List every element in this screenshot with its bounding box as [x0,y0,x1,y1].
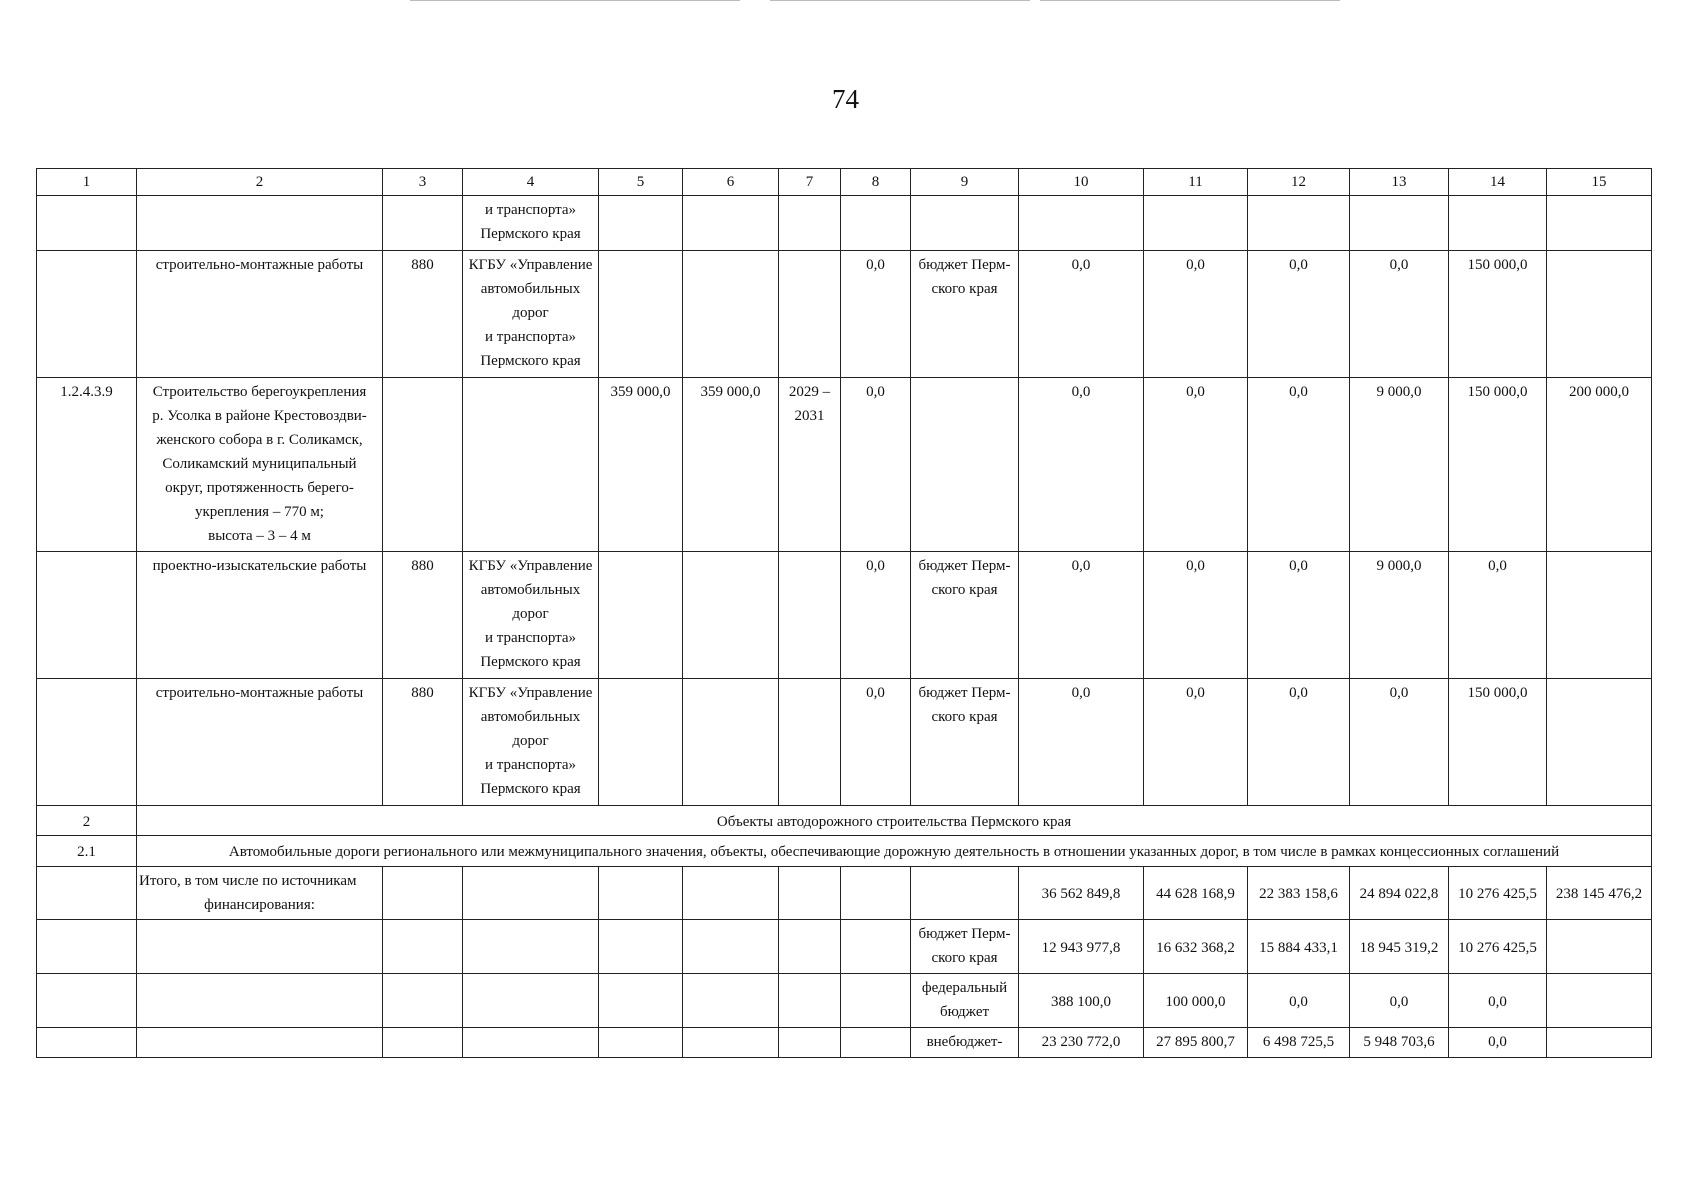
col-header: 7 [779,169,841,196]
column-number-row [37,169,1652,196]
value-cell: 359 000,0 [683,378,779,552]
value-cell: 0,0 [1144,552,1248,679]
financing-table [36,168,1652,1058]
value-cell: 0,0 [1248,251,1350,378]
table-row [37,552,1652,679]
work-type-cell: проектно-изыскательские работы [137,552,383,679]
value-cell: 22 383 158,6 [1248,867,1350,920]
value-cell: 0,0 [841,552,911,679]
value-cell: 0,0 [1144,378,1248,552]
value-cell: 200 000,0 [1547,378,1652,552]
value-cell: 0,0 [1019,679,1144,806]
value-cell: 0,0 [1449,974,1547,1028]
value-cell: 0,0 [1449,552,1547,679]
subsection-title: Автомобильные дороги регионального или межмуниципального значения, объекты, обеспечивающие дорожную деятельность в отношении указанных дорог, в том числе в рамках концессионных соглашений [137,836,1652,867]
scan-edge-mark [770,0,1030,1]
table-row [37,974,1652,1028]
col-header: 1 [37,169,137,196]
value-cell: 6 498 725,5 [1248,1028,1350,1058]
value-cell: 238 145 476,2 [1547,867,1652,920]
value-cell: 0,0 [1350,251,1449,378]
value-cell: 0,0 [1019,251,1144,378]
value-cell: 150 000,0 [1449,378,1547,552]
value-cell: 0,0 [1144,251,1248,378]
value-cell: 0,0 [1449,1028,1547,1058]
col-header: 15 [1547,169,1652,196]
value-cell: 9 000,0 [1350,378,1449,552]
value-cell: 0,0 [1248,378,1350,552]
code-cell: 880 [383,251,463,378]
value-cell: 24 894 022,8 [1350,867,1449,920]
col-header: 13 [1350,169,1449,196]
table-row [37,196,1652,251]
value-cell: 12 943 977,8 [1019,920,1144,974]
value-cell: 150 000,0 [1449,679,1547,806]
source-cell: бюджет Перм- ского края [911,552,1019,679]
value-cell: 0,0 [1248,679,1350,806]
customer-cell: КГБУ «Управление автомобильных дорог и транспорта» Пермского края [463,552,599,679]
customer-cell: и транспорта» Пермского края [463,196,599,251]
source-cell: внебюджет- [911,1028,1019,1058]
value-cell: 0,0 [1019,552,1144,679]
source-cell: бюджет Перм- ского края [911,679,1019,806]
section-number-cell: 2 [37,806,137,836]
customer-cell: КГБУ «Управление автомобильных дорог и транспорта» Пермского края [463,679,599,806]
source-cell: бюджет Перм- ского края [911,251,1019,378]
total-row [37,867,1652,920]
col-header: 8 [841,169,911,196]
table-row [37,251,1652,378]
source-cell: федеральный бюджет [911,974,1019,1028]
value-cell: 0,0 [1350,679,1449,806]
value-cell: 15 884 433,1 [1248,920,1350,974]
value-cell: 150 000,0 [1449,251,1547,378]
code-cell: 880 [383,552,463,679]
value-cell: 0,0 [1248,974,1350,1028]
value-cell: 0,0 [841,679,911,806]
value-cell: 359 000,0 [599,378,683,552]
object-name-cell: Строительство берегоукрепления р. Усолка в районе Крестовоздви- женского собора в г. Соликамск, Соликамский муниципальный округ, протяженность берего- укрепления – 770 м; высота – 3 – 4 м [137,378,383,552]
col-header: 12 [1248,169,1350,196]
col-header: 3 [383,169,463,196]
value-cell: 0,0 [1144,679,1248,806]
work-type-cell: строительно-монтажные работы [137,251,383,378]
table-row [37,1028,1652,1058]
value-cell: 0,0 [841,378,911,552]
col-header: 2 [137,169,383,196]
value-cell: 10 276 425,5 [1449,867,1547,920]
scan-edge-mark [410,0,740,1]
work-type-cell: строительно-монтажные работы [137,679,383,806]
section-title: Объекты автодорожного строительства Пермского края [137,806,1652,836]
value-cell: 18 945 319,2 [1350,920,1449,974]
customer-cell: КГБУ «Управление автомобильных дорог и транспорта» Пермского края [463,251,599,378]
code-cell: 880 [383,679,463,806]
value-cell: 0,0 [1248,552,1350,679]
table-row [37,920,1652,974]
period-cell: 2029 – 2031 [779,378,841,552]
table-row [37,378,1652,552]
value-cell: 388 100,0 [1019,974,1144,1028]
item-number-cell: 1.2.4.3.9 [37,378,137,552]
value-cell: 23 230 772,0 [1019,1028,1144,1058]
page-number: 74 [832,84,859,114]
value-cell: 10 276 425,5 [1449,920,1547,974]
value-cell: 44 628 168,9 [1144,867,1248,920]
col-header: 6 [683,169,779,196]
section-row [37,806,1652,836]
value-cell: 36 562 849,8 [1019,867,1144,920]
value-cell: 0,0 [841,251,911,378]
value-cell: 100 000,0 [1144,974,1248,1028]
col-header: 9 [911,169,1019,196]
value-cell: 0,0 [1350,974,1449,1028]
col-header: 4 [463,169,599,196]
subsection-row [37,836,1652,867]
col-header: 10 [1019,169,1144,196]
total-label-cell: Итого, в том числе по источникам финансирования: [137,867,383,920]
value-cell: 0,0 [1019,378,1144,552]
scan-edge-mark [1040,0,1340,1]
col-header: 14 [1449,169,1547,196]
value-cell: 16 632 368,2 [1144,920,1248,974]
value-cell: 27 895 800,7 [1144,1028,1248,1058]
col-header: 11 [1144,169,1248,196]
table-row [37,679,1652,806]
value-cell: 5 948 703,6 [1350,1028,1449,1058]
source-cell: бюджет Перм- ского края [911,920,1019,974]
section-number-cell: 2.1 [37,836,137,867]
value-cell: 9 000,0 [1350,552,1449,679]
col-header: 5 [599,169,683,196]
